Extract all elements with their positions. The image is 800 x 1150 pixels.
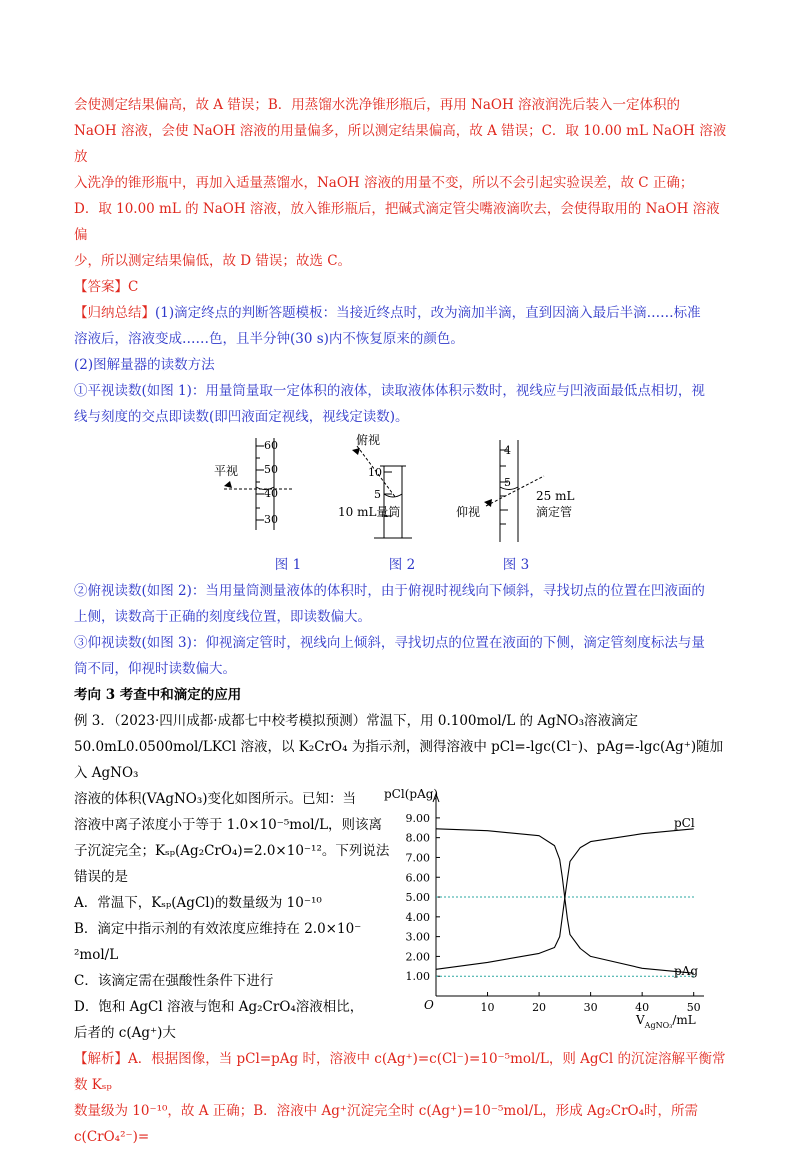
y-tick-label: 5.00 — [405, 891, 430, 905]
reading-figures — [74, 430, 730, 552]
summary-line: 溶液后，溶液变成……色，且半分钟(30 s)内不恢复原来的颜色。 — [74, 331, 464, 347]
fig1-tick: 30 — [264, 513, 278, 526]
eye-icon — [352, 448, 360, 455]
y-tick-label: 2.00 — [405, 950, 430, 964]
option-d: D．饱和 AgCl 溶液与饱和 Ag₂CrO₄溶液相比， — [74, 999, 364, 1015]
fig3-vessel-label: 25 mL — [536, 489, 575, 503]
section-title: 考向 3 考查中和滴定的应用 — [74, 687, 242, 703]
chart-series — [436, 816, 698, 978]
option-b-cont: ²mol/L — [74, 947, 119, 963]
analysis-top — [74, 92, 730, 274]
example-line: 例 3．（2023·四川成都·成都七中校考模拟预测）常温下，用 0.100mol/L 的 AgNO₃溶液滴定 — [74, 713, 639, 729]
series-label-pcl: pCl — [674, 815, 695, 830]
chart-origin: O — [424, 998, 434, 1012]
fig1-tick: 60 — [264, 439, 278, 452]
eye-icon — [224, 481, 232, 488]
fig3-tick: 5 — [504, 476, 511, 489]
chart-axes — [433, 794, 704, 996]
option-c: C．该滴定需在强酸性条件下进行 — [74, 973, 274, 989]
summary-line: 线与刻度的交点即读数(即凹液面定视线，视线定读数)。 — [74, 409, 409, 425]
fig2-tick: 10 — [368, 466, 382, 479]
fig1-view-label: 平视 — [214, 464, 239, 478]
chart-y-ticks — [406, 812, 441, 983]
fig3-caption: 图 3 — [502, 557, 530, 573]
y-tick-label: 6.00 — [405, 871, 430, 885]
analysis-line: NaOH 溶液，会使 NaOH 溶液的用量偏多，所以测定结果偏高，故 A 错误；C．取 10.00 mL NaOH 溶液放 — [74, 123, 727, 165]
fig1-tick: 40 — [264, 487, 278, 500]
example-line: 子沉淀完全；Kₛₚ(Ag₂CrO₄)=2.0×10⁻¹²。下列说法 — [74, 843, 390, 859]
reading-block — [74, 578, 730, 682]
figure-captions — [74, 552, 730, 578]
example-line: 溶液的体积(VAgNO₃)变化如图所示。已知：当 — [74, 791, 357, 807]
option-a: A．常温下，Kₛₚ(AgCl)的数量级为 10⁻¹⁰ — [74, 895, 322, 911]
summary-line: ①平视读数(如图 1)：用量筒量取一定体积的液体，读取液体体积示数时，视线应与凹液面最低点相切，视 — [74, 383, 705, 399]
y-tick-label: 4.00 — [405, 910, 430, 924]
summary-line: (2)图解量器的读数方法 — [74, 357, 215, 373]
x-tick-label: 50 — [686, 1001, 701, 1014]
example-line: 溶液中离子浓度小于等于 1.0×10⁻⁵mol/L，则该离 — [74, 817, 383, 833]
summary-label: 【归纳总结】 — [74, 305, 155, 321]
series-label-pag: pAg — [674, 964, 699, 979]
eye-icon — [484, 499, 492, 507]
series-line-pag — [436, 829, 694, 973]
fig2-vessel-label: 10 mL量筒 — [338, 505, 401, 519]
fig2-view-label: 俯视 — [356, 433, 381, 447]
fig1-caption: 图 1 — [274, 557, 302, 573]
y-tick-label: 8.00 — [405, 831, 430, 845]
analysis-label: 【解析】 — [74, 1051, 128, 1067]
fig3-view-label: 仰视 — [456, 505, 481, 519]
reading-figures-drawing — [74, 430, 730, 552]
example-body — [74, 786, 730, 1046]
fig3-tick: 4 — [504, 444, 511, 457]
reading-line: 筒不同，仰视时读数偏大。 — [74, 661, 236, 677]
y-tick-label: 3.00 — [405, 930, 430, 944]
example-text — [74, 786, 394, 1046]
reading-line: 上侧，读数高于正确的刻度线位置，即读数偏大。 — [74, 609, 371, 625]
analysis-line: 会使测定结果偏高，故 A 错误；B．用蒸馏水洗净锥形瓶后，再用 NaOH 溶液润洗后装入一定体积的 — [74, 97, 681, 113]
x-tick-label: 20 — [532, 1001, 547, 1014]
y-tick-label: 9.00 — [405, 811, 430, 825]
reading-line: ②俯视读数(如图 2)：当用量筒测量液体的体积时，由于俯视时视线向下倾斜，寻找切点的位置在凹液面的 — [74, 583, 705, 599]
document-page — [74, 92, 730, 1150]
chart-ylabel: pCl(pAg) — [384, 787, 439, 801]
figure-2 — [338, 433, 412, 538]
summary-block — [74, 300, 730, 430]
analysis-bottom — [74, 1046, 730, 1150]
analysis-line: D．取 10.00 mL 的 NaOH 溶液，放入锥形瓶后，把碱式滴定管尖嘴液滴吹去，会使得取用的 NaOH 溶液偏 — [74, 201, 720, 243]
fig2-caption: 图 2 — [388, 557, 416, 573]
fig1-tick: 50 — [264, 463, 278, 476]
figure-3 — [456, 440, 574, 542]
analysis-line: 少，所以测定结果偏低，故 D 错误；故选 C。 — [74, 253, 352, 269]
example-line: 错误的是 — [74, 869, 128, 885]
option-b: B．滴定中指示剂的有效浓度应维持在 2.0×10⁻ — [74, 921, 362, 937]
example-line: 50.0mL0.0500mol/LKCl 溶液，以 K₂CrO₄ 为指示剂，测得溶液中 pCl=-lgc(Cl⁻)、pAg=-lgc(Ag⁺)随加入 AgNO₃ — [74, 739, 724, 781]
reading-line: ③仰视读数(如图 3)：仰视滴定管时，视线向上倾斜，寻找切点的位置在液面的下侧，滴定管刻度标法与量 — [74, 635, 705, 651]
answer-line — [74, 274, 730, 300]
fig2-tick: 5 — [374, 488, 381, 501]
option-d-cont: 后者的 c(Ag⁺)大 — [74, 1025, 176, 1041]
analysis-line: 【解析】A．根据图像，当 pCl=pAg 时，溶液中 c(Ag⁺)=c(Cl⁻)=10⁻⁵mol/L，则 AgCl 的沉淀溶解平衡常数 Kₛₚ — [74, 1051, 726, 1093]
analysis-line: 数量级为 10⁻¹⁰，故 A 正确；B．溶液中 Ag⁺沉淀完全时 c(Ag⁺)=10⁻⁵mol/L，形成 Ag₂CrO₄时，所需 c(CrO₄²⁻)= — [74, 1103, 699, 1145]
analysis-line: 入洗净的锥形瓶中，再加入适量蒸馏水，NaOH 溶液的用量不变，所以不会引起实验误差，故 C 正确； — [74, 175, 694, 191]
answer-value: C — [128, 279, 139, 295]
chart-xlabel: $V_{AgNO_3}/mL$ — [636, 1013, 696, 1030]
chart-x-ticks — [481, 992, 701, 1014]
y-tick-label: 7.00 — [405, 851, 430, 865]
titration-chart — [374, 786, 714, 1048]
x-tick-label: 10 — [480, 1001, 495, 1014]
summary-line: 【归纳总结】(1)滴定终点的判断答题模板：当接近终点时，改为滴加半滴，直到因滴入最后半滴……标准 — [74, 305, 701, 321]
y-tick-label: 1.00 — [405, 970, 430, 984]
x-tick-label: 40 — [635, 1001, 650, 1014]
x-tick-label: 30 — [583, 1001, 598, 1014]
fig3-vessel-label: 滴定管 — [536, 505, 573, 519]
answer-label: 【答案】 — [74, 279, 128, 295]
figure-1 — [214, 438, 292, 530]
